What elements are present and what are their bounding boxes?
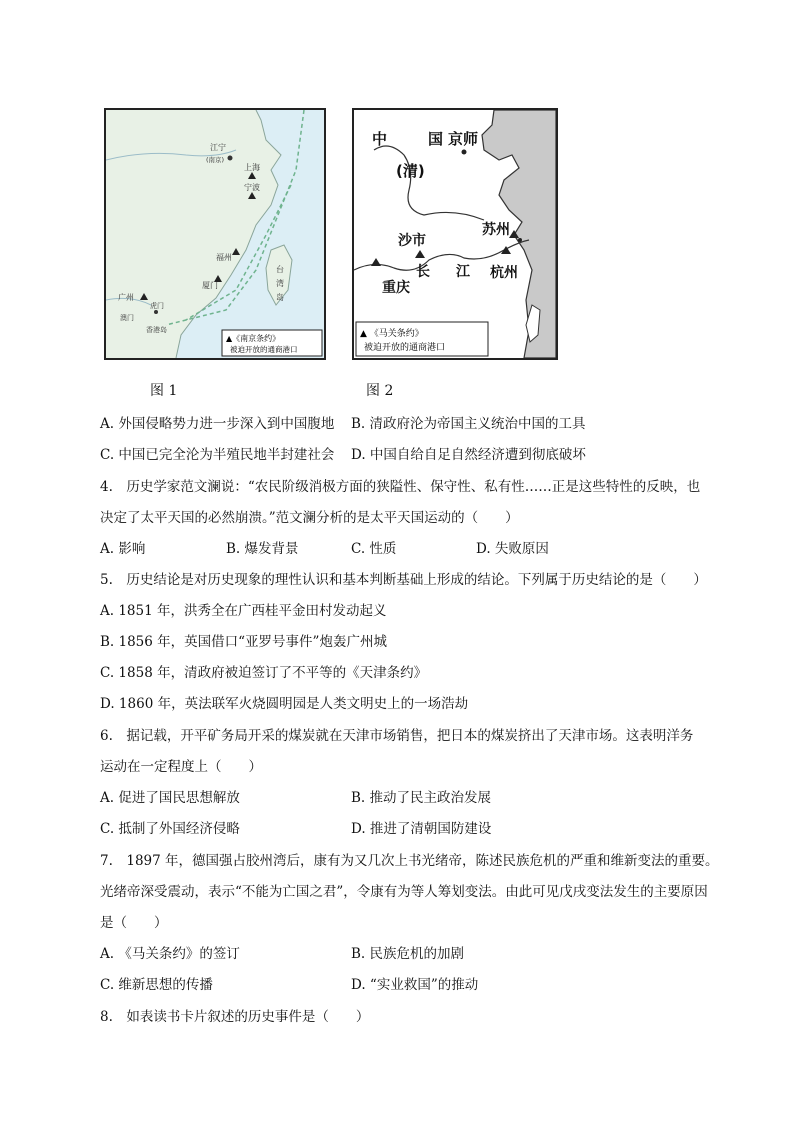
map-2-legend-line-1: ▲ 《马关条约》 xyxy=(360,329,424,339)
q3-option-b[interactable]: B. 清政府沦为帝国主义统治中国的工具 xyxy=(351,416,586,432)
label-jiangning: 江宁 xyxy=(210,143,226,152)
label-hangzhou: 杭州 xyxy=(490,265,518,281)
label-aomen: 澳门 xyxy=(120,314,134,322)
q7-option-d[interactable]: D. “实业救国”的推动 xyxy=(351,977,479,993)
q4-option-c[interactable]: C. 性质 xyxy=(351,541,397,557)
q6-option-c[interactable]: C. 抵制了外国经济侵略 xyxy=(100,821,240,837)
q6-stem-line-2: 运动在一定程度上（ ） xyxy=(100,759,262,775)
q3-option-c[interactable]: C. 中国已完全沦为半殖民地半封建社会 xyxy=(100,447,335,463)
label-humen: 虎门 xyxy=(150,302,164,310)
q7-stem-line-1: 7. 1897 年，德国强占胶州湾后，康有为又几次上书光绪帝，陈述民族危机的严重和维新变法的重要。 xyxy=(100,853,719,869)
map-2-legend-line-2: 被迫开放的通商港口 xyxy=(364,343,446,353)
figure-2-caption: 图 2 xyxy=(366,383,394,399)
q4-stem-line-2: 决定了太平天国的必然崩溃。”范文澜分析的是太平天国运动的（ ） xyxy=(100,510,519,526)
q6-option-a[interactable]: A. 促进了国民思想解放 xyxy=(100,790,240,806)
q7-option-a[interactable]: A. 《马关条约》的签订 xyxy=(100,946,240,962)
q5-option-d[interactable]: D. 1860 年，英法联军火烧圆明园是人类文明史上的一场浩劫 xyxy=(100,696,469,712)
q5-option-c[interactable]: C. 1858 年，清政府被迫签订了不平等的《天津条约》 xyxy=(100,665,428,681)
map-2-drawing xyxy=(354,110,556,358)
label-taiwan-2: 湾 xyxy=(276,279,284,288)
label-chongqing: 重庆 xyxy=(382,280,410,296)
label-zhong: 中 xyxy=(372,130,388,148)
label-suzhou: 苏州 xyxy=(482,222,510,238)
q3-option-a[interactable]: A. 外国侵略势力进一步深入到中国腹地 xyxy=(100,416,335,432)
map-1-drawing xyxy=(106,110,324,358)
label-qing: (清) xyxy=(396,162,425,180)
map-figure-2 xyxy=(352,108,558,360)
jiangning-marker xyxy=(228,156,233,161)
label-ningbo: 宁波 xyxy=(244,183,260,192)
q4-stem-line-1: 4. 历史学家范文澜说：“农民阶级消极方面的狭隘性、保守性、私有性……正是这些特性的反映，也 xyxy=(100,479,701,495)
label-jingshi: 京师 xyxy=(448,130,479,148)
map-1-legend-line-1: ▲《南京条约》 xyxy=(226,334,281,343)
q7-option-c[interactable]: C. 维新思想的传播 xyxy=(100,977,213,993)
label-xianggang: 香港岛 xyxy=(146,326,167,334)
q5-stem: 5. 历史结论是对历史现象的理性认识和基本判断基础上形成的结论。下列属于历史结论的是（ ） xyxy=(100,572,707,588)
map-figure-1 xyxy=(104,108,326,360)
q6-stem-line-1: 6. 据记载，开平矿务局开采的煤炭就在天津市场销售，把日本的煤炭挤出了天津市场。这表明洋务 xyxy=(100,728,694,744)
label-shashi: 沙市 xyxy=(398,233,426,249)
q5-option-b[interactable]: B. 1856 年，英国借口“亚罗号事件”炮轰广州城 xyxy=(100,634,387,650)
q5-option-a[interactable]: A. 1851 年，洪秀全在广西桂平金田村发动起义 xyxy=(100,603,387,619)
map-1-legend-line-2: 被迫开放的通商港口 xyxy=(230,345,298,354)
q8-stem: 8. 如表读书卡片叙述的历史事件是（ ） xyxy=(100,1009,370,1025)
q6-option-b[interactable]: B. 推动了民主政治发展 xyxy=(351,790,492,806)
label-chang: 长 xyxy=(416,264,430,280)
label-jiang: 江 xyxy=(456,264,470,280)
q4-option-a[interactable]: A. 影响 xyxy=(100,541,146,557)
q7-stem-line-3: 是（ ） xyxy=(100,915,168,931)
q3-option-d[interactable]: D. 中国自给自足自然经济遭到彻底破坏 xyxy=(351,447,586,463)
figure-1-caption: 图 1 xyxy=(150,383,178,399)
label-shanghai: 上海 xyxy=(244,163,260,172)
label-xiamen: 厦门 xyxy=(202,281,218,290)
label-nanjing: (南京) xyxy=(206,156,225,164)
q4-option-d[interactable]: D. 失败原因 xyxy=(476,541,549,557)
label-taiwan-1: 台 xyxy=(276,265,284,274)
label-fuzhou: 福州 xyxy=(216,253,232,262)
q7-option-b[interactable]: B. 民族危机的加剧 xyxy=(351,946,465,962)
label-taiwan-3: 岛 xyxy=(276,293,284,302)
q4-option-b[interactable]: B. 爆发背景 xyxy=(226,541,299,557)
label-guo: 国 xyxy=(428,130,444,148)
label-guangzhou: 广州 xyxy=(118,293,134,302)
q6-option-d[interactable]: D. 推进了清朝国防建设 xyxy=(351,821,492,837)
jingshi-marker xyxy=(462,150,467,155)
q7-stem-line-2: 光绪帝深受震动，表示“不能为亡国之君”，令康有为等人筹划变法。由此可见戊戌变法发生的主要原因 xyxy=(100,884,708,900)
